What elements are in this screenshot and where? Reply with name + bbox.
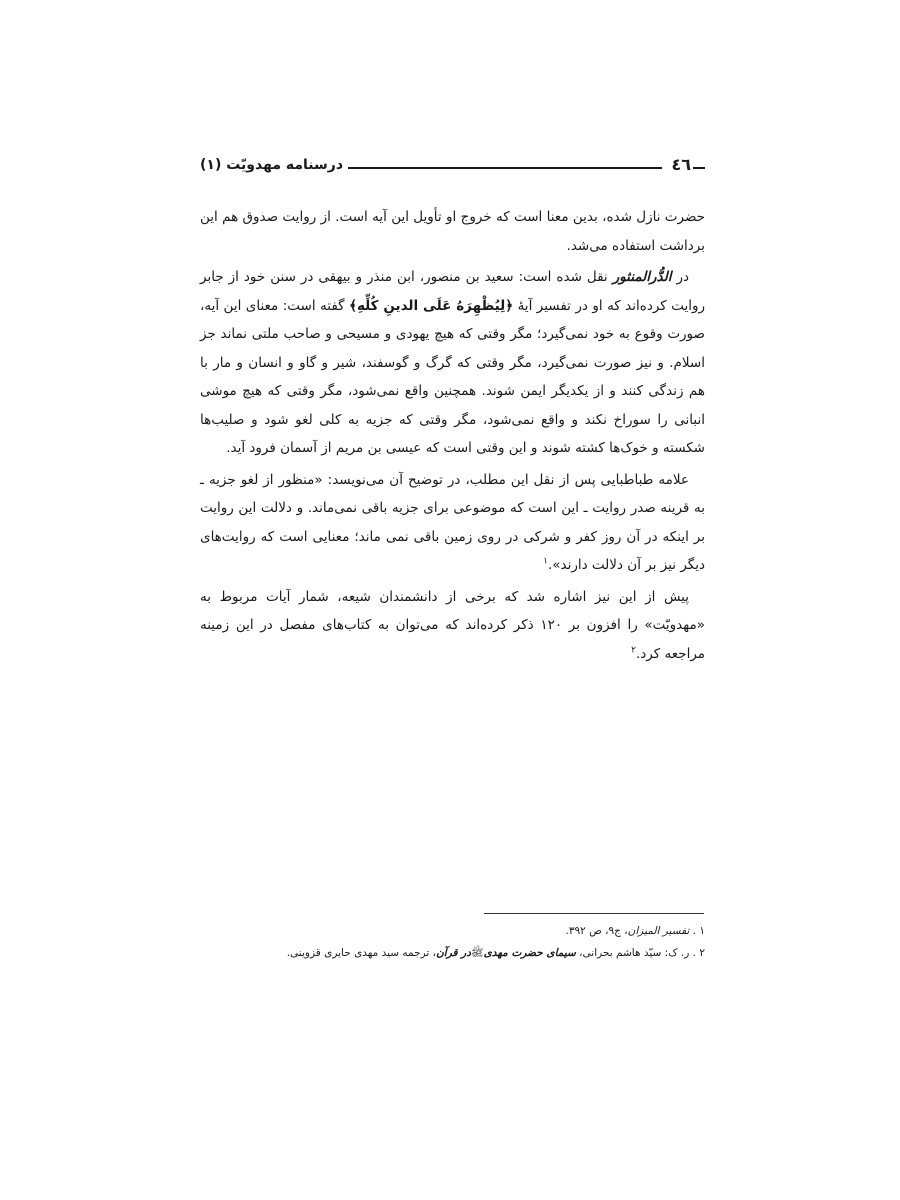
header-rule	[348, 167, 662, 169]
paragraph-2-text-b: گفته است: معنای این آیه، صورت وقوع به خود نمی‌گیرد؛ مگر وقتی که هیچ یهودی و مسیحی و صاحب ملتی نماند جز اسلام. و نیز صورت نمی‌گیرد، مگر وقتی که گرگ و گوسفند، شیر و گاو و انسان و مار با هم زندگی کنند و از یکدیگر ایمن شوند. همچنین واقع نمی‌شود، مگر وقتی که هیچ موشی انبانی را سوراخ نکند و واقع نمی‌شود، مگر وقتی که جزیه به کلی لغو شود و صلیب‌ها شکسته و خوک‌ها کشته شوند و این وقتی است که عیسی بن مریم از آسمان فرود آید.	[200, 297, 705, 456]
quran-verse: ﴿لِیُظْهِرَهُ عَلَی الدینِ کُلِّهِ﴾	[349, 297, 514, 314]
paragraph-4-text: پیش از این نیز اشاره شد که برخی از دانشمندان شیعه، شمار آیات مربوط به «مهدویّت» را افزون بر ۱۲۰ ذکر کرده‌اند که می‌توان به کتاب‌های مفصل در این زمینه مراجعه کرد.	[200, 588, 705, 662]
header-rule-short	[693, 167, 705, 169]
running-title: درسنامه مهدویّت (۱)	[200, 157, 344, 173]
footnote-1-title: تفسیر المیزان	[627, 925, 690, 937]
footnote-separator	[484, 913, 704, 914]
footnote-2-title: سیمای حضرت مهدی	[483, 947, 576, 959]
paragraph-3-text: علامه طباطبایی پس از نقل این مطلب، در توضیح آن می‌نویسد: «منظور از لغو جزیه ـ به قرینه صدر روایت ـ این است که موضوعی برای جزیه باقی نمی‌ماند. و دلالت این روایت بر اینکه در آن روز کفر و شرکی در روی زمین باقی نمی ماند؛ معنایی است که روایت‌های دیگر نیز بر آن دلالت دارند».	[200, 471, 705, 573]
footnote-2	[200, 942, 705, 964]
running-header	[200, 155, 705, 179]
book-title-durr-al-manthur: الدُّرالمنثور	[612, 269, 672, 285]
footnote-ref-2: ۲	[631, 645, 636, 655]
footnote-1	[200, 920, 705, 942]
footnote-2-rest: ، ترجمه سید مهدی حایری قزوینی.	[286, 947, 437, 959]
paragraph-3	[200, 466, 705, 580]
footnote-2-number: ۲ .	[689, 947, 705, 959]
page-number: ٤٦	[671, 155, 691, 174]
paragraph-2	[200, 263, 705, 463]
paragraph-2-text-a: نقل شده است: سعید بن منصور، ابن منذر و بیهقی در سنن خود از جابر روایت کرده‌اند که او در تفسیر آیهٔ	[200, 269, 705, 314]
footnote-ref-1: ۱	[543, 556, 548, 567]
footnote-2-honorific: ﷺ	[470, 947, 484, 959]
footnote-1-number: ۱ .	[689, 925, 705, 937]
footnote-2-author: ر. ک: سیّد هاشم بحرانی،	[575, 947, 690, 959]
body-text	[200, 203, 705, 671]
footnote-2-title-2: در قرآن	[436, 947, 471, 959]
paragraph-1: حضرت نازل شده، بدین معنا است که خروج او تأویل این آیه است. از روایت صدوق هم این برداشت استفاده می‌شد.	[200, 209, 705, 254]
paragraph-4	[200, 583, 705, 669]
paragraph-2-lead: در	[671, 269, 689, 285]
footnotes	[200, 920, 705, 964]
footnote-1-rest: ، ج۹، ص ۳۹۲.	[565, 925, 628, 937]
